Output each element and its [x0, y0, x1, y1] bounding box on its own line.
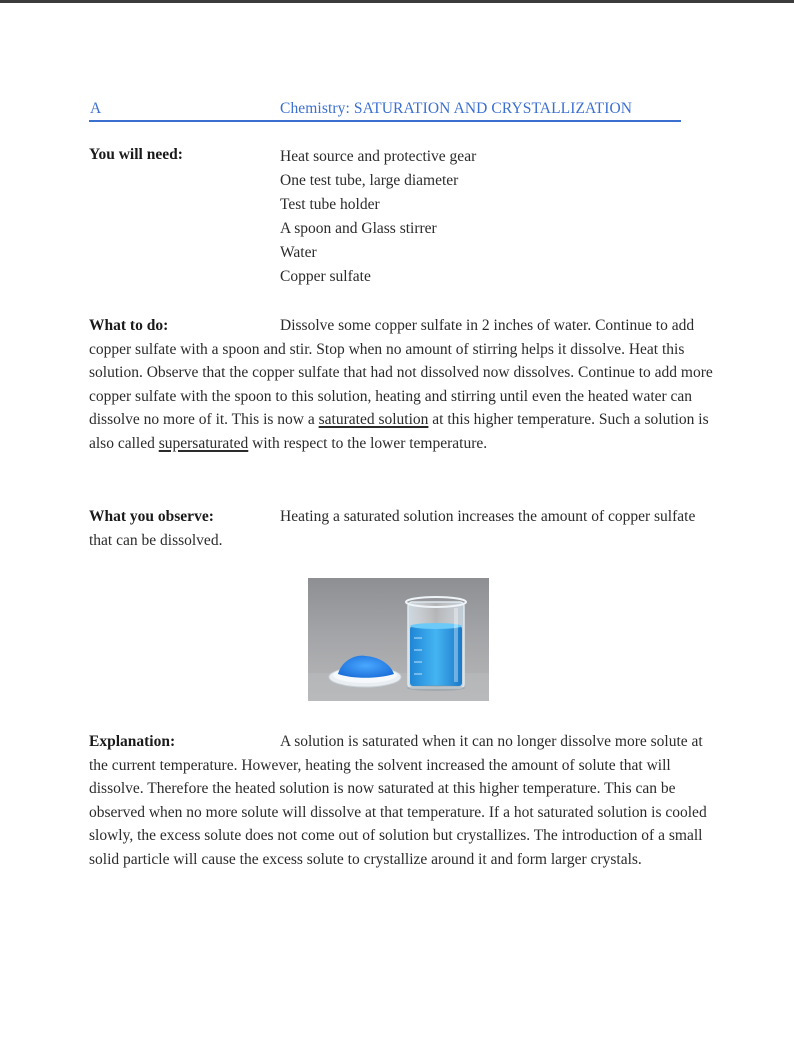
header-title: Chemistry: SATURATION AND CRYSTALLIZATION [280, 100, 633, 117]
explanation-text: A solution is saturated when it can no longer dissolve more solute at the current temperature. However, heating the solvent increased the amount of solute that will dissolve. Therefore the heated solution is now saturated at this higher temperature. This can be observed when no more solute will dissolve at that temperature. If a hot saturated solution is cooled slowly, the excess solute does not come out of solution but crystallizes. The introduction of a small solid particle will cause the excess solute to crystallize around it and form larger crystals. [89, 733, 707, 868]
list-item: Water [280, 244, 317, 261]
what-you-observe-section [89, 505, 714, 552]
list-item: Test tube holder [280, 196, 380, 213]
materials-list [280, 146, 476, 290]
what-to-do-label: What to do: [89, 317, 169, 334]
what-you-observe-label: What you observe: [89, 508, 214, 525]
what-to-do-text: with respect to the lower temperature. [248, 434, 488, 452]
materials-label: You will need: [89, 146, 183, 163]
beaker-illustration [308, 578, 489, 701]
what-to-do-section [89, 314, 714, 456]
header-letter: A [90, 100, 102, 117]
what-to-do-text: Dissolve some copper sulfate in 2 inches of water. Continue to add copper sulfate with a spoon and stir. Stop when no amount of stirring helps it dissolve. Heat this solution. Observe that the copper sulfate that had not dissolved now dissolves. Continue to add more copper sulfate with the spoon to this solution, heating and stirring until even the heated water can dissolve no more of it. This is now a [89, 317, 713, 429]
list-item: Copper sulfate [280, 268, 371, 285]
copper-sulfate-photo [308, 578, 489, 701]
page-header [89, 98, 681, 122]
explanation-section [89, 730, 714, 872]
list-item: A spoon and Glass stirrer [280, 220, 437, 237]
saturated-solution-term: saturated solution [318, 411, 429, 429]
what-to-do-text: at this higher temperature. Such a solution is also called [89, 411, 709, 452]
supersaturated-term: supersaturated [158, 434, 249, 452]
list-item: Heat source and protective gear [280, 148, 477, 165]
list-item: One test tube, large diameter [280, 172, 459, 189]
explanation-label: Explanation: [89, 733, 176, 750]
what-you-observe-text: Heating a saturated solution increases the amount of copper sulfate that can be dissolved. [89, 508, 696, 549]
